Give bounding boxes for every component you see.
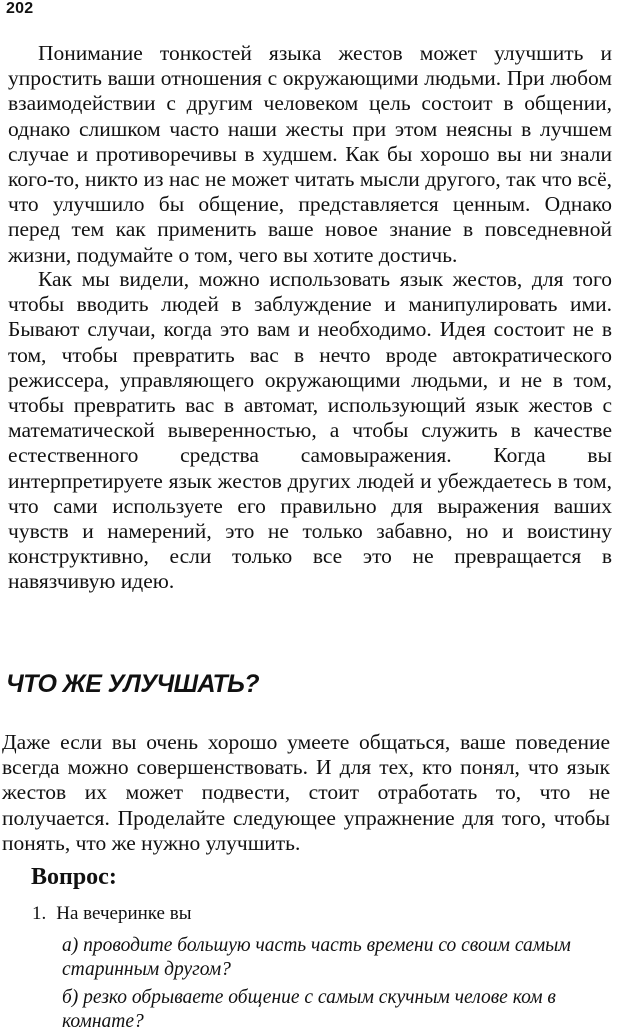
section-heading: ЧТО ЖЕ УЛУЧШАТЬ? <box>6 670 259 698</box>
quiz-answer-b: б) резко обрываете общение с самым скучным челове ком в комнате? <box>62 987 556 1032</box>
paragraph-1: Понимание тонкостей языка жестов может улучшить и упростить ваши отношения с окружающими людьми. При любом взаимодействии с другим человеком цель состоит в общении, однако слишком часто наши жесты при этом неясны в лучшем случае и противоречивы в худшем. Как бы хорошо вы ни знали кого-то, никто из нас не может читать мысли другого, так что всё, что улучшило бы общение, представляется ценным. Однако перед тем как применить ваше новое знание в повседневной жизни, подумайте о том, чего вы хотите достичь. <box>8 41 612 267</box>
section-paragraph: Даже если вы очень хорошо умеете общаться, ваше поведение всегда можно совершенствовать. И для тех, кто понял, что язык жестов их может подвести, стоит отработать то, что не получается. Проделайте следующее упражнение для того, чтобы понять, что же нужно улучшить. <box>2 730 610 855</box>
page-number: 202 <box>6 0 34 17</box>
quiz-answer-a: а) проводите большую часть часть времени со своим самым старинным другом? <box>62 935 571 980</box>
paragraph-2: Как мы видели, можно использовать язык жестов, для того чтобы вводить людей в заблуждение и манипулировать ими. Бывают случаи, когда это вам и необходимо. Идея состоит не в том, чтобы превратить вас в нечто вроде автократического режиссера, управляющего окружающими людьми, и не в том, чтобы превратить вас в автомат, использующий язык жестов с математической выверенностью, а чтобы служить в качестве естественного средства самовыражения. Когда вы интерпретируете язык жестов других людей и убеждаетесь в том, что сами используете его правильно для выражения ваших чувств и намерений, это не только забавно, но и воистину конструктивно, если только все это не превращается в навязчивую идею. <box>8 267 612 594</box>
quiz-question-number: 1. <box>32 903 47 924</box>
quiz-question <box>32 902 191 926</box>
quiz-question-text: На вечеринке вы <box>56 903 192 924</box>
quiz-title: Вопрос: <box>31 864 117 890</box>
